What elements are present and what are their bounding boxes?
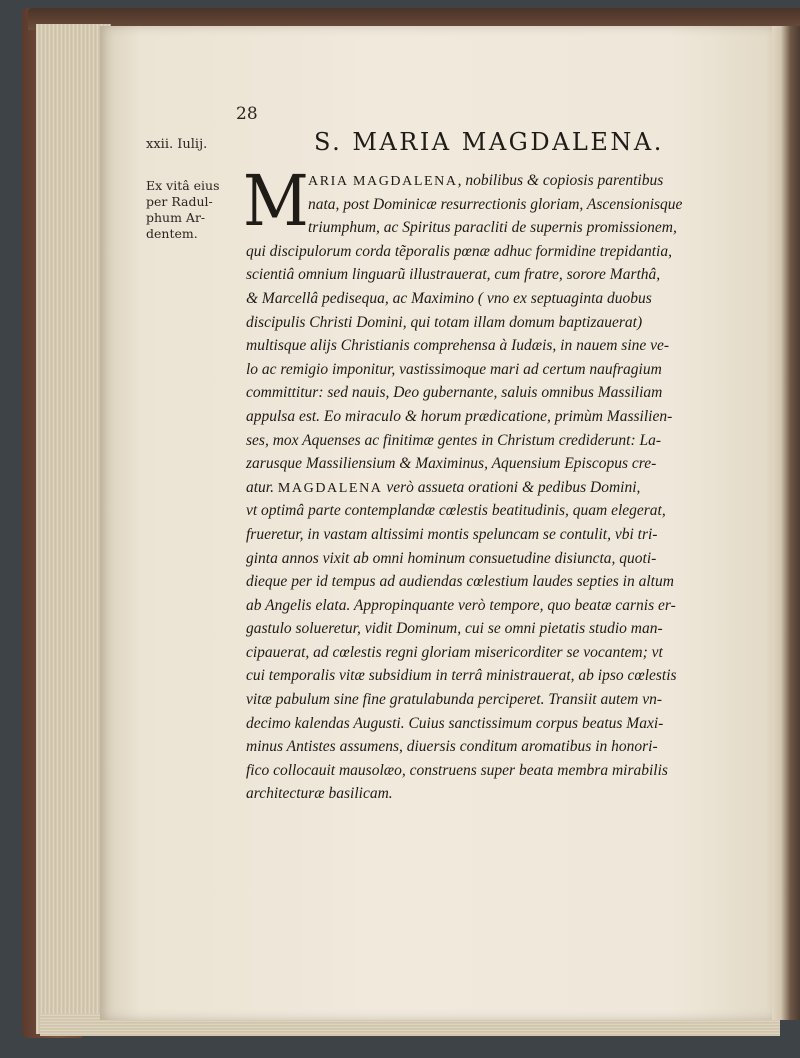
body-line xyxy=(246,782,764,806)
body-line-text: cipauerat, ad cœlestis regni gloriam misericorditer se vocantem; vt xyxy=(246,643,663,661)
body-line xyxy=(246,641,764,665)
body-line xyxy=(246,664,764,688)
body-line-text: nata, post Dominicæ resurrectionis gloriam, Ascensionisque xyxy=(308,195,683,213)
body-line xyxy=(246,547,764,571)
small-caps-name: MAGDALENA xyxy=(277,480,383,496)
body-line xyxy=(246,311,764,335)
margin-note-line: per Radul- xyxy=(146,194,213,209)
body-line xyxy=(246,523,764,547)
body-line xyxy=(246,193,764,217)
margin-note-line: Ex vitâ eius xyxy=(146,178,220,193)
body-line xyxy=(246,263,764,287)
body-line-text: cui temporalis vitæ subsidium in terrâ ministrauerat, ab ipso cœlestis xyxy=(246,667,677,685)
body-line-text: architecturæ basilicam. xyxy=(246,785,393,803)
body-line xyxy=(246,334,764,358)
body-text xyxy=(246,169,764,806)
body-line xyxy=(246,429,764,453)
body-line xyxy=(246,169,764,193)
body-line xyxy=(246,594,764,618)
body-line-text: decimo kalendas Augusti. Cuius sanctissimum corpus beatus Maxi- xyxy=(246,714,664,732)
body-line-text: dieque per id tempus ad audiendas cœlestium laudes septies in altum xyxy=(246,573,674,591)
feast-date-note: xxii. Iulij. xyxy=(146,137,208,152)
body-line-text: fico collocauit mausolæo, construens super beata membra mirabilis xyxy=(246,761,668,779)
margin-note xyxy=(146,178,230,242)
body-line xyxy=(246,735,764,759)
body-line xyxy=(246,358,764,382)
body-line-text: verò assueta orationi & pedibus Domini, xyxy=(382,478,641,496)
body-line xyxy=(246,216,764,240)
body-line-text: vitæ pabulum sine fine gratulabunda perciperet. Transiit autem vn- xyxy=(246,691,663,709)
body-line-text: qui discipulorum corda tẽporalis pœnæ adhuc formidine trepidantia, xyxy=(246,242,672,260)
body-line-text: lo ac remigio imponitur, vastissimoque mari ad certum naufragium xyxy=(246,360,662,378)
body-line-text: ginta annos vixit ab omni hominum consuetudine disiuncta, quoti- xyxy=(246,549,657,567)
body-line xyxy=(246,617,764,641)
body-line xyxy=(246,240,764,264)
body-line xyxy=(246,452,764,476)
body-line-text: zarusque Massiliensium & Maximinus, Aquensium Episcopus cre- xyxy=(246,455,657,473)
body-line-text: & Marcellâ pedisequa, ac Maximino ( vno ex septuaginta duobus xyxy=(246,289,652,307)
body-line-text: vt optimâ parte contemplandæ cœlestis beatitudinis, quam elegerat, xyxy=(246,502,666,520)
body-line-text: minus Antistes assumens, diuersis conditum aromatibus in honori- xyxy=(246,738,658,756)
body-line-text: multisque alijs Christianis comprehensa à Iudæis, in nauem sine ve- xyxy=(246,337,670,355)
body-line-text: atur. xyxy=(246,478,278,496)
body-line xyxy=(246,759,764,783)
body-line-text: ab Angelis elata. Appropinquante verò tempore, quo beatæ carnis er- xyxy=(246,596,676,614)
page-number: 28 xyxy=(236,104,258,124)
small-caps-name: ARIA MAGDALENA xyxy=(308,174,458,189)
body-line xyxy=(246,381,764,405)
body-line xyxy=(246,499,764,523)
body-line-text: appulsa est. Eo miraculo & horum prædicatione, primùm Massilien- xyxy=(246,407,673,425)
page-title: S. MARIA MAGDALENA. xyxy=(314,128,664,156)
body-line-text: gastulo solueretur, vidit Dominum, cui se omni pietatis studio man- xyxy=(246,620,663,638)
drop-cap-letter: M xyxy=(243,160,309,242)
body-line xyxy=(246,570,764,594)
body-line-text: ses, mox Aquenses ac finitimæ gentes in Christum crediderunt: La- xyxy=(246,431,662,449)
body-line-text: scientiâ omnium linguarũ illustrauerat, cum fratre, sorore Marthâ, xyxy=(246,266,661,284)
body-line xyxy=(246,405,764,429)
margin-note-line: phum Ar- xyxy=(146,210,206,225)
body-line xyxy=(246,287,764,311)
margin-note-line: dentem. xyxy=(146,226,198,241)
body-line xyxy=(246,476,764,500)
body-line-text: , nobilibus & copiosis parentibus xyxy=(457,172,664,189)
body-line xyxy=(246,688,764,712)
body-line-text: committitur: sed nauis, Deo gubernante, saluis omnibus Massiliam xyxy=(246,384,663,402)
facing-page-edge xyxy=(768,26,800,1020)
body-line-text: frueretur, in vastam altissimi montis speluncam se contulit, vbi tri- xyxy=(246,525,658,543)
body-line-text: discipulis Christi Domini, qui totam illam domum baptizauerat) xyxy=(246,313,643,331)
body-line xyxy=(246,712,764,736)
body-line-text: triumphum, ac Spiritus paracliti de supernis promissionem, xyxy=(308,219,677,237)
